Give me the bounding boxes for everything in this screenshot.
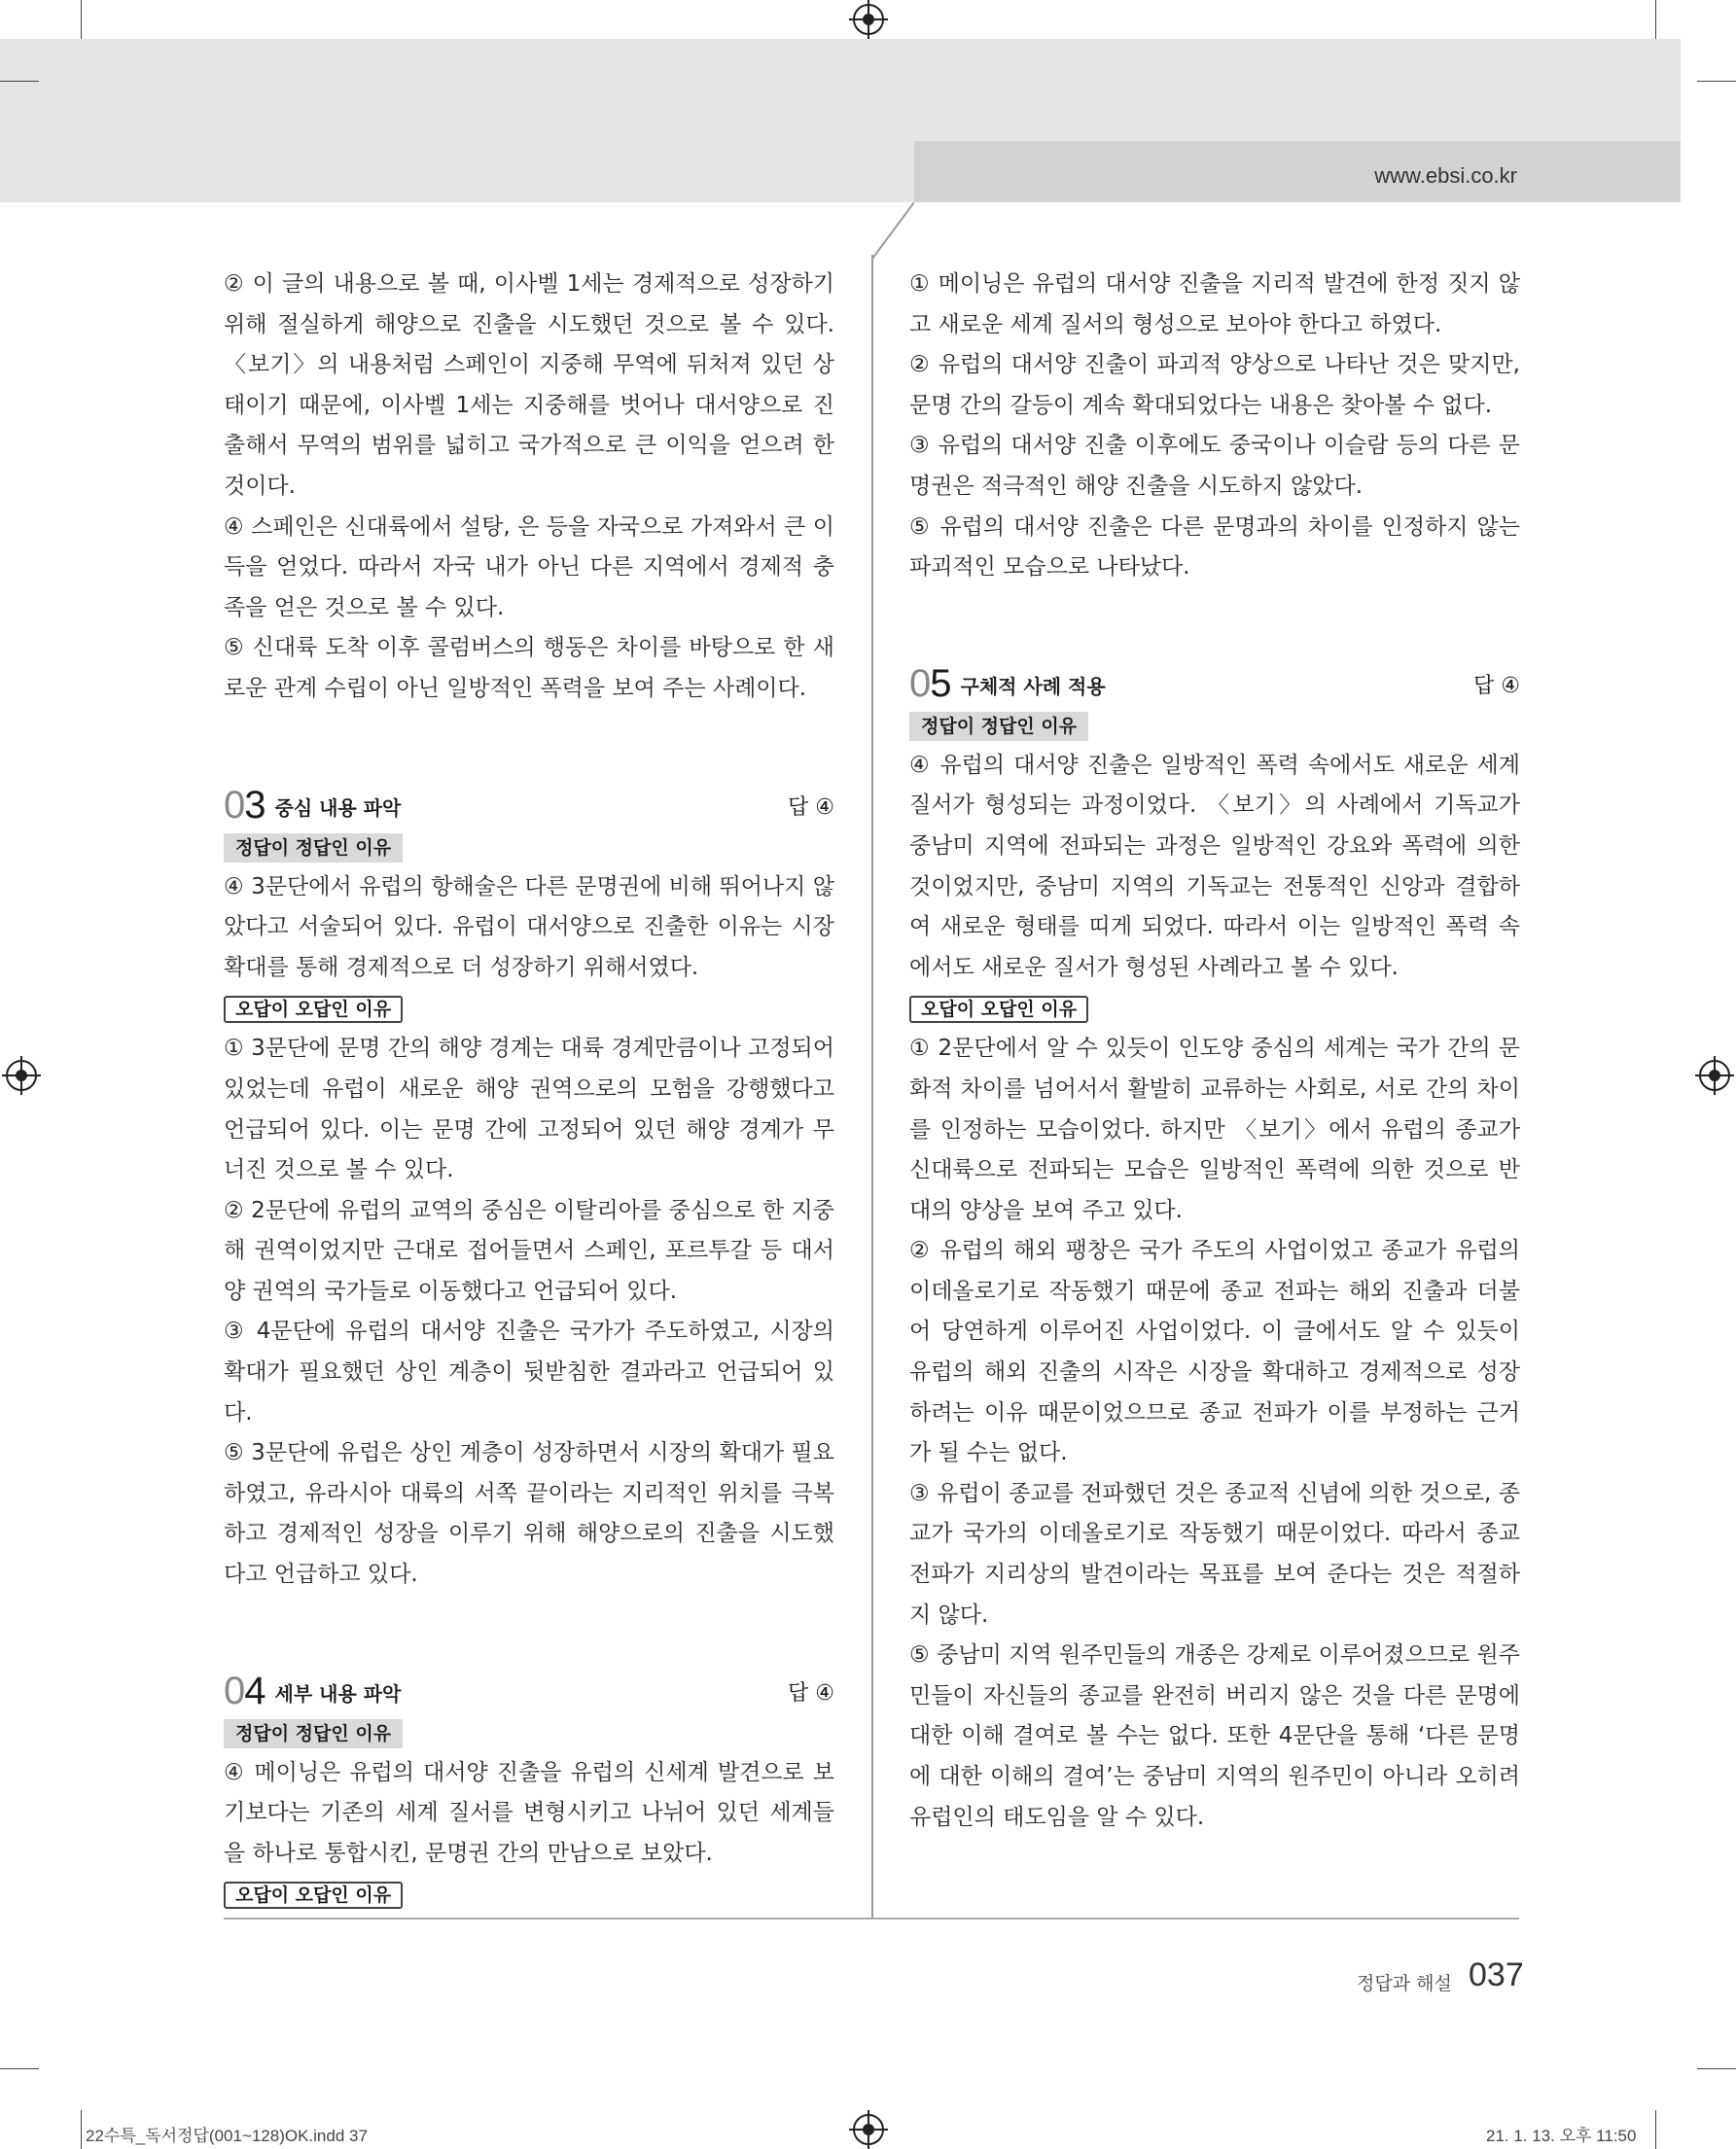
registration-mark-icon [853,4,884,35]
crop-mark [81,0,82,39]
paragraph: ⑤ 3문단에 유럽은 상인 계층이 성장하면서 시장의 확대가 필요하였고, 유라시아 대륙의 서쪽 끝이라는 지리적인 위치를 극복하고 경제적인 성장을 이루기 위해 해양으로의 진출을 시도했다고 언급하고 있다. [224,1440,834,1588]
crop-mark [1697,81,1736,82]
paragraph: ⑤ 유럽의 대서양 진출은 다른 문명과의 차이를 인정하지 않는 파괴적인 모습으로 나타났다. [909,513,1520,581]
crop-mark [0,81,39,82]
paragraph: ① 3문단에 문명 간의 해양 경계는 대륙 경계만큼이나 고정되어 있었는데 유럽이 새로운 해양 권역으로의 모험을 강행했다고 언급되어 있다. 이는 문명 간에 고정되어 있던 해양 경계가 무너진 것으로 볼 수 있다. [224,1036,834,1183]
answer-label: 답 ④ [788,1680,834,1706]
paragraph: ⑤ 신대륙 도착 이후 콜럼버스의 행동은 차이를 바탕으로 한 새로운 관계 수립이 아닌 일방적인 폭력을 보여 주는 사례이다. [224,635,834,701]
paragraph: ② 2문단에 유럽의 교역의 중심은 이탈리아를 중심으로 한 지중해 권역이었지만 근대로 접어들면서 스페인, 포르투갈 등 대서양 권역의 국가들로 이동했다고 언급되어 있다. [224,1197,834,1304]
right-column [909,264,1520,1838]
site-url: www.ebsi.co.kr [1374,163,1517,188]
file-info: 22수특_독서정답(001~128)OK.indd 37 [86,2127,368,2145]
page-number: 037 [1469,1956,1524,1993]
correct-reason-tag: 정답이 정답인 이유 [909,712,1088,741]
column-divider [871,255,873,1918]
footer-section-label: 정답과 해설 [1357,1973,1452,1994]
footer-rule [224,1918,1519,1920]
paragraph: ④ 3문단에서 유럽의 항해술은 다른 문명권에 비해 뛰어나지 않았다고 서술되어 있다. 유럽이 대서양으로 진출한 이유는 시장 확대를 통해 경제적으로 더 성장하기 위해서였다. [224,873,834,980]
registration-mark-icon [1699,1060,1730,1091]
answer-label: 답 ④ [1473,673,1520,698]
paragraph: ⑤ 중남미 지역 원주민들의 개종은 강제로 이루어졌으므로 원주민들이 자신들의 종교를 완전히 버리지 않은 것을 다른 문명에 대한 이해 결여로 볼 수는 없다. 또한 4문단을 통해 ‘다른 문명에 대한 이해의 결여’는 중남미 지역의 원주민이 아니라 오히려 유럽인의 태도임을 알 수 있다. [909,1642,1520,1830]
registration-mark-icon [6,1060,37,1091]
question-title: 구체적 사례 적용 [960,674,1106,698]
question-04-header [224,1654,834,1710]
wrong-reason-tag: 오답이 오답인 이유 [224,996,403,1023]
paragraph: ② 이 글의 내용으로 볼 때, 이사벨 1세는 경제적으로 성장하기 위해 절실하게 해양으로 진출을 시도했던 것으로 볼 수 있다. 〈보기〉의 내용처럼 스페인이 지중해 무역에 뒤처져 있던 상태이기 때문에, 이사벨 1세는 지중해를 벗어나 대서양으로 진출해서 무역의 범위를 넓히고 국가적으로 큰 이익을 얻으려 한 것이다. [224,271,834,499]
registration-mark-icon [853,2114,884,2145]
paragraph: ① 메이닝은 유럽의 대서양 진출을 지리적 발견에 한정 짓지 않고 새로운 세계 질서의 형성으로 보아야 한다고 하였다. [909,271,1520,337]
paragraph: ④ 유럽의 대서양 진출은 일방적인 폭력 속에서도 새로운 세계 질서가 형성되는 과정이었다. 〈보기〉의 사례에서 기독교가 중남미 지역에 전파되는 과정은 일방적인 강요와 폭력에 의한 것이었지만, 중남미 지역의 기독교는 전통적인 신앙과 결합하여 새로운 형태를 띠게 되었다. 따라서 이는 일방적인 폭력 속에서도 새로운 질서가 형성된 사례라고 볼 수 있다. [909,752,1520,980]
question-title: 중심 내용 파악 [274,795,402,820]
question-05-header [909,647,1520,703]
paragraph: ② 유럽의 해외 팽창은 국가 주도의 사업이었고 종교가 유럽의 이데올로기로 작동했기 때문에 종교 전파는 해외 진출과 더불어 당연하게 이루어진 사업이었다. 이 글에서도 알 수 있듯이 유럽의 해외 진출의 시작은 시장을 확대하고 경제적으로 성장하려는 이유 때문이었으므로 종교 전파가 이를 부정하는 근거가 될 수는 없다. [909,1238,1520,1466]
paragraph: ④ 스페인은 신대륙에서 설탕, 은 등을 자국으로 가져와서 큰 이득을 얻었다. 따라서 자국 내가 아닌 다른 지역에서 경제적 충족을 얻은 것으로 볼 수 있다. [224,513,834,620]
question-number: 04 [224,1669,266,1712]
question-number: 03 [224,783,266,827]
wrong-reason-tag: 오답이 오답인 이유 [224,1882,403,1909]
crop-mark [1655,2110,1656,2149]
paragraph: ② 유럽의 대서양 진출이 파괴적 양상으로 나타난 것은 맞지만, 문명 간의 갈등이 계속 확대되었다는 내용은 찾아볼 수 없다. [909,352,1520,418]
correct-reason-tag: 정답이 정답인 이유 [224,1719,403,1748]
paragraph: ③ 유럽의 대서양 진출 이후에도 중국이나 이슬람 등의 다른 문명권은 적극적인 해양 진출을 시도하지 않았다. [909,433,1520,499]
question-number: 05 [909,661,951,705]
header-strip [914,141,1681,202]
correct-reason-tag: 정답이 정답인 이유 [224,833,403,863]
question-03-header [224,768,834,825]
question-title: 세부 내용 파악 [274,1681,402,1706]
column-divider-slant [871,202,914,259]
crop-mark [1697,2068,1736,2069]
paragraph: ③ 유럽이 종교를 전파했던 것은 종교적 신념에 의한 것으로, 종교가 국가의 이데올로기로 작동했기 때문이었다. 따라서 종교 전파가 지리상의 발견이라는 목표를 보여 준다는 것은 적절하지 않다. [909,1480,1520,1628]
paragraph: ④ 메이닝은 유럽의 대서양 진출을 유럽의 신세계 발견으로 보기보다는 기존의 세계 질서를 변형시키고 나뉘어 있던 세계들을 하나로 통합시킨, 문명권 간의 만남으로 보았다. [224,1759,834,1866]
left-column [224,264,834,1915]
answer-label: 답 ④ [788,794,834,820]
crop-mark [81,2110,82,2149]
print-timestamp: 21. 1. 13. 오후 11:50 [1486,2127,1637,2145]
paragraph: ③ 4문단에 유럽의 대서양 진출은 국가가 주도하였고, 시장의 확대가 필요했던 상인 계층이 뒷받침한 결과라고 언급되어 있다. [224,1319,834,1426]
wrong-reason-tag: 오답이 오답인 이유 [909,996,1088,1023]
crop-mark [1655,0,1656,39]
crop-mark [0,2068,39,2069]
paragraph: ① 2문단에서 알 수 있듯이 인도양 중심의 세계는 국가 간의 문화적 차이를 넘어서서 활발히 교류하는 사회로, 서로 간의 차이를 인정하는 모습이었다. 하지만 〈보기〉에서 유럽의 종교가 신대륙으로 전파되는 모습은 일방적인 폭력에 의한 것으로 반대의 양상을 보여 주고 있다. [909,1036,1520,1223]
